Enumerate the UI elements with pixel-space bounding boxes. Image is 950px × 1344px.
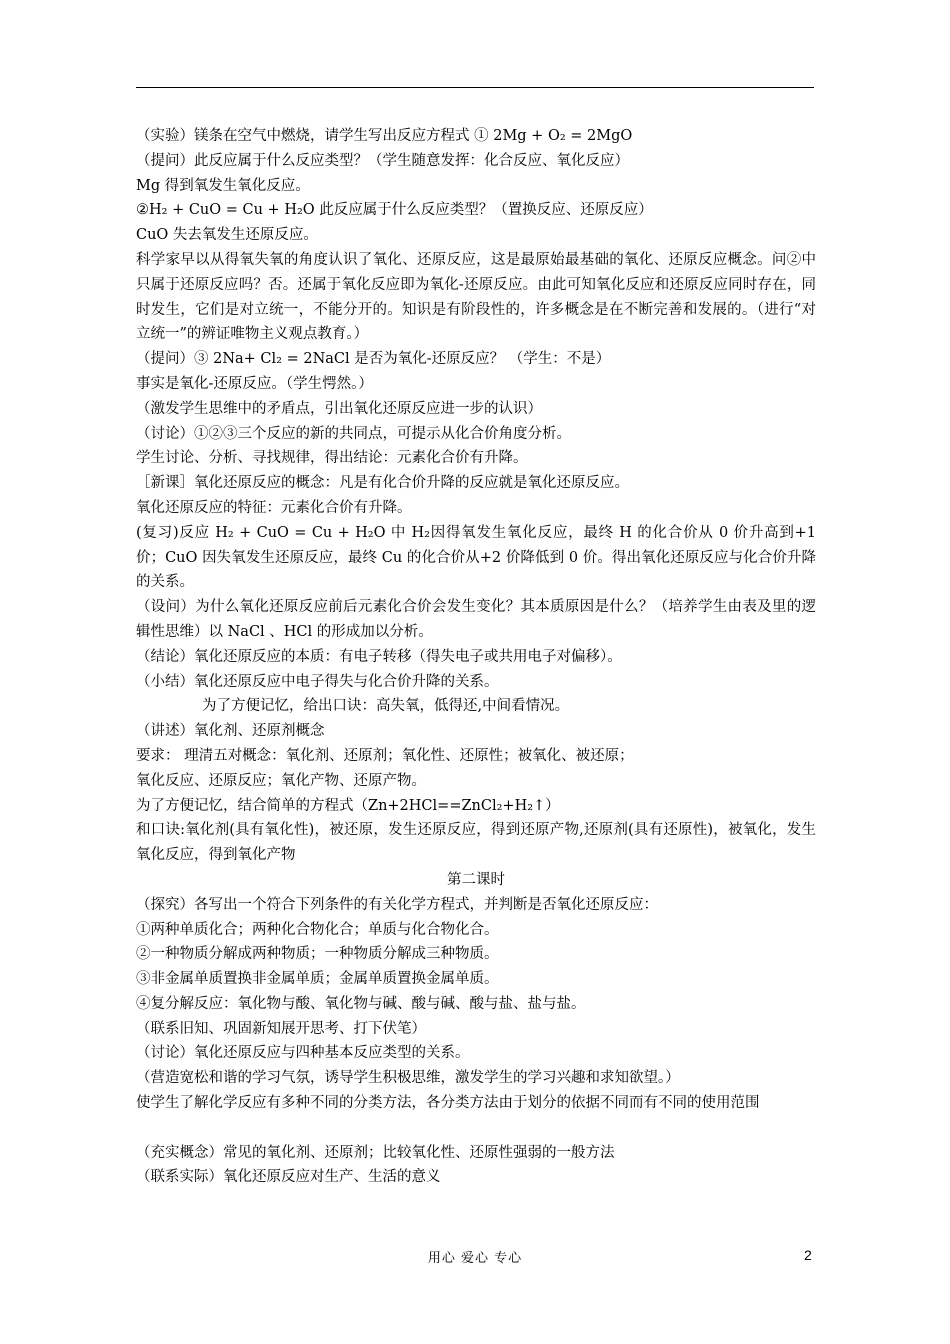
body-line: ［新课］氧化还原反应的概念：凡是有化合价升降的反应就是氧化还原反应。	[136, 475, 629, 492]
body-line: ③非金属单质置换非金属单质；金属单质置换金属单质。	[136, 971, 499, 988]
body-line: （讨论）氧化还原反应与四种基本反应类型的关系。	[136, 1045, 470, 1062]
body-line: （联系旧知、巩固新知展开思考、打下伏笔）	[136, 1020, 426, 1037]
body-line: （讲述）氧化剂、还原剂概念	[136, 723, 325, 740]
body-paragraph: (复习)反应 H₂ + CuO = Cu + H₂O 中 H₂因得氧发生氧化反应，最终 H 的化合价从 0 价升高到+1 价；CuO 因失氧发生还原反应，最终 Cu 的化合价从+2 价降低到 0 价。得出氧化还原反应与化合价升降的关系。	[136, 524, 816, 591]
header-rule	[136, 87, 814, 88]
body-line: 氧化反应、还原反应；氧化产物、还原产物。	[136, 772, 426, 789]
body-line: 学生讨论、分析、寻找规律，得出结论：元素化合价有升降。	[136, 450, 528, 467]
footer-motto: 用心 爱心 专心	[427, 1251, 523, 1266]
body-line: （实验）镁条在空气中燃烧，请学生写出反应方程式 ① 2Mg + O₂ = 2MgO	[136, 128, 633, 144]
body-line: （提问）此反应属于什么反应类型？（学生随意发挥：化合反应、氧化反应）	[136, 152, 629, 169]
page-footer	[0, 1247, 950, 1267]
body-line: ②H₂ + CuO = Cu + H₂O 此反应属于什么反应类型？（置换反应、还原反应）	[136, 202, 653, 219]
body-line: 为了方便记忆，给出口诀：高失氧，低得还,中间看情况。	[202, 698, 570, 715]
body-line: （提问）③ 2Na+ Cl₂ = 2NaCl 是否为氧化-还原反应？ （学生：不是）	[136, 351, 611, 368]
body-line: 氧化还原反应的特征：元素化合价有升降。	[136, 499, 412, 516]
body-line: （结论）氧化还原反应的本质：有电子转移（得失电子或共用电子对偏移）。	[136, 648, 622, 665]
body-paragraph: 科学家早以从得氧失氧的角度认识了氧化、还原反应，这是最原始最基础的氧化、还原反应概念。问②中只属于还原反应吗？否。还属于氧化反应即为氧化-还原反应。由此可知氧化反应和还原反应同时存在，同时发生，它们是对立统一，不能分开的。知识是有阶段性的，许多概念是在不断完善和发展的。（进行“对立统一”的辨证唯物主义观点教育。）	[136, 251, 816, 343]
body-paragraph: 和口诀:氧化剂(具有氧化性)，被还原，发生还原反应，得到还原产物,还原剂(具有还原性)，被氧化，发生氧化反应，得到氧化产物	[136, 822, 816, 864]
body-line: 为了方便记忆，结合简单的方程式（Zn+2HCl==ZnCl₂+H₂↑）	[136, 797, 560, 814]
body-line: （联系实际）氧化还原反应对生产、生活的意义	[136, 1169, 441, 1186]
body-line: ④复分解反应：氧化物与酸、氧化物与碱、酸与碱、酸与盐、盐与盐。	[136, 995, 586, 1012]
body-paragraph: （设问）为什么氧化还原反应前后元素化合价会发生变化？其本质原因是什么？（培养学生由表及里的逻辑性思维）以 NaCl 、HCl 的形成加以分析。	[136, 599, 816, 640]
body-paragraph: 使学生了解化学反应有多种不同的分类方法，各分类方法由于划分的依据不同而有不同的使用范围	[136, 1095, 760, 1112]
section-heading: 第二课时	[447, 871, 505, 888]
body-line: （探究）各写出一个符合下列条件的有关化学方程式，并判断是否氧化还原反应：	[136, 896, 658, 913]
body-line: （小结）氧化还原反应中电子得失与化合价升降的关系。	[136, 673, 499, 690]
body-line: CuO 失去氧发生还原反应。	[136, 227, 318, 244]
body-line: （营造宽松和谐的学习气氛，诱导学生积极思维，激发学生的学习兴趣和求知欲望。）	[136, 1070, 680, 1087]
body-line: ②一种物质分解成两种物质；一种物质分解成三种物质。	[136, 946, 499, 963]
body-line: 要求： 理清五对概念：氧化剂、还原剂；氧化性、还原性；被氧化、被还原；	[136, 747, 634, 764]
blank-line	[136, 1116, 816, 1141]
body-line: （激发学生思维中的矛盾点，引出氧化还原反应进一步的认识）	[136, 400, 542, 417]
body-line: （讨论）①②③三个反应的新的共同点，可提示从化合价角度分析。	[136, 425, 571, 442]
body-line: ①两种单质化合；两种化合物化合；单质与化合物化合。	[136, 921, 499, 938]
body-line: 事实是氧化-还原反应。（学生愕然。）	[136, 375, 373, 392]
body-line: （充实概念）常见的氧化剂、还原剂；比较氧化性、还原性强弱的一般方法	[136, 1144, 615, 1161]
body-line: Mg 得到氧发生氧化反应。	[136, 177, 310, 194]
document-body	[136, 124, 816, 1190]
page-number: 2	[804, 1247, 812, 1263]
